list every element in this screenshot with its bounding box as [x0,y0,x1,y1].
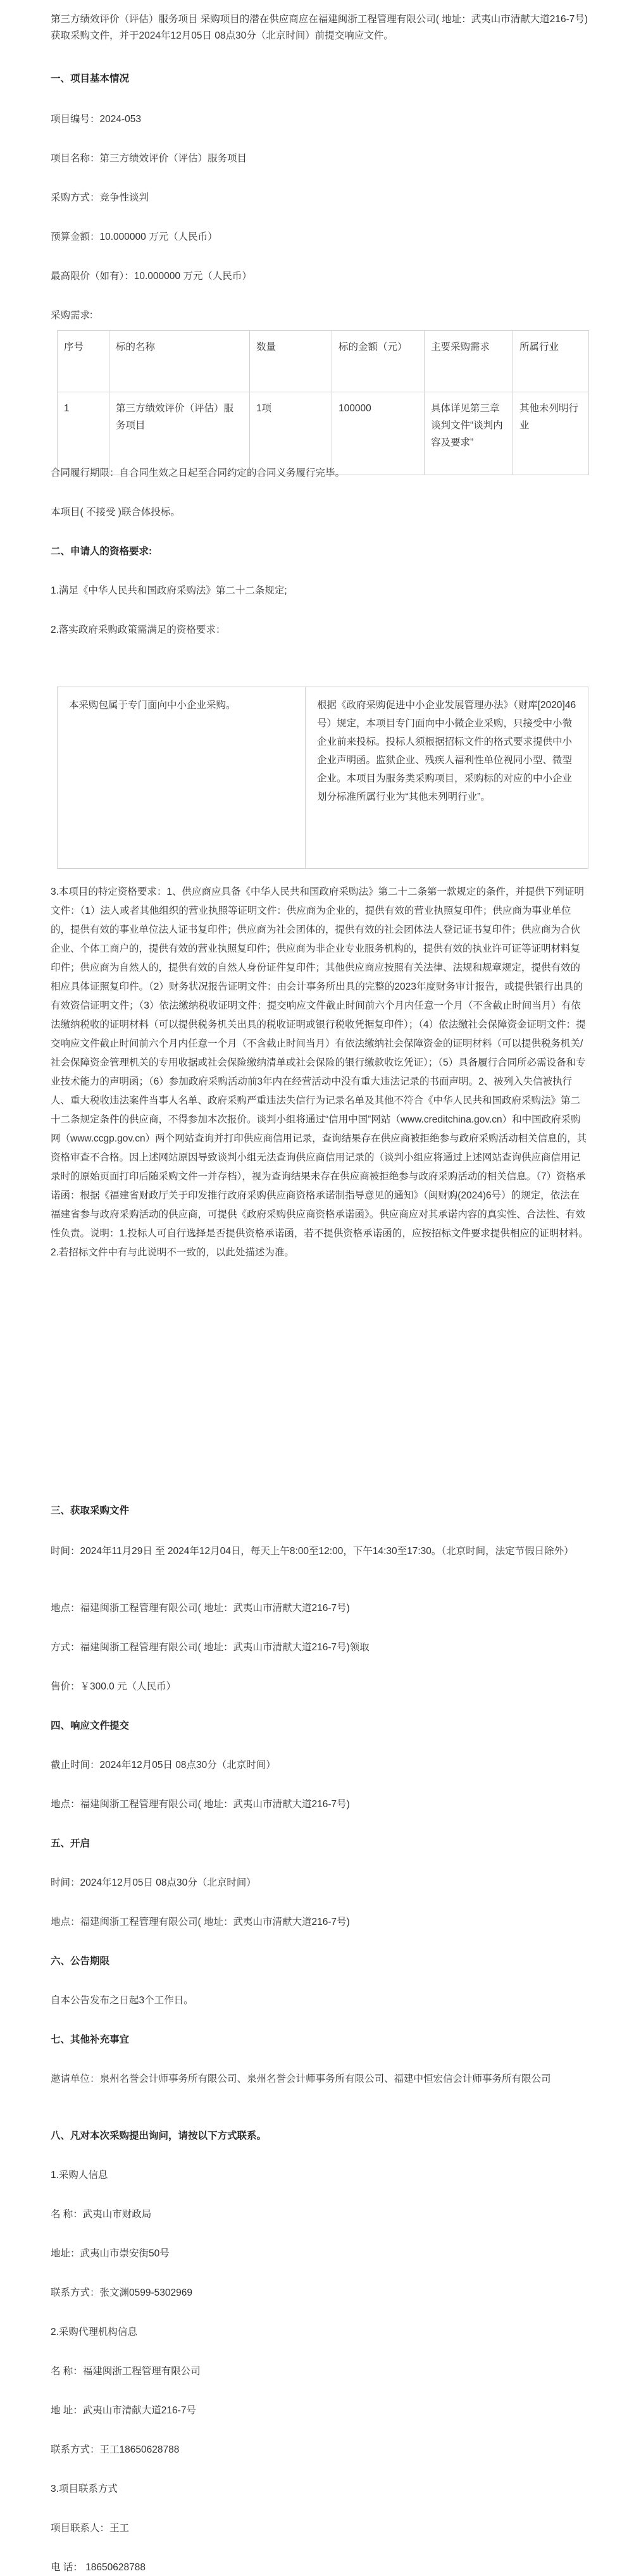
section-5-heading: 五、开启 [51,1838,90,1849]
requirement-2: 2.落实政府采购政策需满足的资格要求： [51,625,226,635]
header-cell: 所属行业 [513,331,589,392]
intro-paragraph: 第三方绩效评价（评估）服务项目 采购项目的潜在供应商应在福建闽浙工程管理有限公司( 地址：武夷山市清献大道216-7号)获取采购文件，并于2024年12月05日 08点30分（北京时间）前提交响应文件。 [51,14,588,41]
project-contact-phone: 电 话： 18650628788 [51,2562,146,2573]
document-price: 售价：￥300.0 元（人民币） [51,1681,177,1692]
item-industry: 其他未列明行业 [513,392,589,475]
item-requirement: 具体详见第三章 谈判文件“谈判内容及要求” [425,392,513,475]
demand-label: 采购需求: [51,310,93,321]
section-7-heading: 七、其他补充事宜 [51,2034,130,2045]
contract-period: 合同履行期限：自合同生效之日起至合同约定的合同义务履行完毕。 [51,468,345,478]
invited-units: 邀请单位：泉州名誉会计师事务所有限公司、泉州名誉会计师事务所有限公司、福建中恒宏信会计师事务所有限公司 [51,2074,551,2084]
project-contact-title: 3.项目联系方式 [51,2484,118,2494]
notice-period: 自本公告发布之日起3个工作日。 [51,1995,194,2006]
agent-name: 名 称：福建闽浙工程管理有限公司 [51,2366,201,2377]
buyer-address: 地址：武夷山市崇安街50号 [51,2248,170,2259]
submit-place: 地点：福建闽浙工程管理有限公司( 地址：武夷山市清献大道216-7号) [51,1799,350,1810]
header-cell: 主要采购需求 [425,331,513,392]
procurement-method: 采购方式：竞争性谈判 [51,192,149,203]
section-4-heading: 四、响应文件提交 [51,1720,130,1731]
procurement-items-table [57,330,589,475]
opening-time: 时间：2024年12月05日 08点30分（北京时间） [51,1877,256,1888]
header-cell: 标的金额（元） [332,331,425,392]
buyer-contact: 联系方式：张文渊0599-5302969 [51,2287,192,2298]
row-index: 1 [58,392,109,475]
table-row [58,687,588,869]
sme-scope-cell: 本采购包属于专门面向中小企业采购。 [58,687,306,869]
buyer-info-title: 1.采购人信息 [51,2170,108,2181]
section-8-heading: 八、凡对本次采购提出询问，请按以下方式联系。 [51,2131,267,2141]
obtain-place: 地点：福建闽浙工程管理有限公司( 地址：武夷山市清献大道216-7号) [51,1603,350,1614]
agent-info-title: 2.采购代理机构信息 [51,2327,137,2337]
buyer-name: 名 称：武夷山市财政局 [51,2209,152,2220]
agent-contact: 联系方式：王工18650628788 [51,2444,180,2455]
section-6-heading: 六、公告期限 [51,1956,110,1967]
table-row [58,392,589,475]
header-cell: 序号 [58,331,109,392]
obtain-way: 方式：福建闽浙工程管理有限公司( 地址：武夷山市清献大道216-7号)领取 [51,1642,370,1653]
submit-deadline: 截止时间：2024年12月05日 08点30分（北京时间） [51,1760,276,1770]
section-2-heading: 二、申请人的资格要求: [51,546,152,557]
opening-place: 地点：福建闽浙工程管理有限公司( 地址：武夷山市清献大道216-7号) [51,1917,350,1927]
item-quantity: 1项 [250,392,332,475]
section-1-heading: 一、项目基本情况 [51,73,130,84]
section-3-heading: 三、获取采购文件 [51,1505,130,1516]
sme-policy-table [57,687,588,869]
agent-address: 地 址：武夷山市清献大道216-7号 [51,2405,196,2416]
item-name: 第三方绩效评价（评估）服务项目 [109,392,250,475]
project-contact-person: 项目联系人：王工 [51,2523,130,2534]
budget-amount: 预算金额：10.000000 万元（人民币） [51,232,218,242]
joint-bid-note: 本项目( 不接受 )联合体投标。 [51,507,180,518]
project-code: 项目编号：2024-053 [51,114,142,125]
requirement-1: 1.满足《中华人民共和国政府采购法》第二十二条规定; [51,585,287,596]
obtain-time: 时间：2024年11月29日 至 2024年12月04日，每天上午8:00至12:00，下午14:30至17:30。（北京时间，法定节假日除外） [51,1546,574,1557]
item-amount: 100000 [332,392,425,475]
max-price: 最高限价（如有）：10.000000 万元（人民币） [51,271,252,282]
project-name: 项目名称：第三方绩效评价（评估）服务项目 [51,153,247,164]
table-header-row [58,331,589,392]
header-cell: 标的名称 [109,331,250,392]
header-cell: 数量 [250,331,332,392]
sme-policy-cell: 根据《政府采购促进中小企业发展管理办法》（财库[2020]46号）规定，本项目专门面向中小微企业采购，只接受中小微企业前来投标。投标人须根据招标文件的格式要求提供中小企业声明函。监狱企业、残疾人福利性单位视同小型、微型企业。本项目为服务类采购项目，采购标的对应的中小企业划分标准所属行业为“其他未列明行业”。 [306,687,588,869]
requirement-3: 3.本项目的特定资格要求：1、供应商应具备《中华人民共和国政府采购法》第二十二条第一款规定的条件，并提供下列证明文件：（1）法人或者其他组织的营业执照等证明文件：供应商为企业的，提供有效的营业执照复印件；供应商为事业单位的，提供有效的事业单位法人证书复印件；供应商为社会团体的，提供有效的社会团体法人登记证书复印件；供应商为合伙企业、个体工商户的，提供有效的营业执照复印件；供应商为非企业专业服务机构的，提供有效的执业许可证等证明材料复印件；供应商为自然人的，提供有效的自然人身份证件复印件；其他供应商应按照有关法律、法规和规章规定，提供有效的相应具体证照复印件。（2）财务状况报告证明文件：由会计事务所出具的完整的2023年度财务审计报告，或提供银行出具的有效资信证明文件；（3）依法缴纳税收证明文件：提交响应文件截止时间前六个月内任意一个月（不含截止时间当月）有依法缴纳税收的证明材料（可以提供税务机关出具的税收证明或银行税收凭据复印件）；（4）依法缴社会保障资金证明文件：提交响应文件截止时间前六个月内任意一个月（不含截止时间当月）有依法缴纳社会保障资金的证明材料（可以提供税务机关/社会保障资金管理机关的专用收据或社会保险缴纳清单或社会保险的银行缴款收讫凭证）；（5）具备履行合同所必需设备和专业技术能力的声明函；（6）参加政府采购活动前3年内在经营活动中没有重大违法记录的书面声明。2、被列入失信被执行人、重大税收违法案件当事人名单、政府采购严重违法失信行为记录名单及其他不符合《中华人民共和国政府采购法》第二十二条规定条件的供应商，不得参加本次报价。谈判小组将通过“信用中国”网站（www.creditchina.gov.cn）和中国政府采购网（www.ccgp.gov.cn）两个网站查询并打印供应商信用记录，查询结果存在供应商被拒绝参与政府采购活动相关信息的，其资格审查不合格。因上述网站原因导致谈判小组无法查询供应商信用记录的（谈判小组应将通过上述网站查询供应商信用记录时的原始页面打印后随采购文件一并存档），视为查询结果未存在供应商被拒绝参与政府采购活动的相关信息。（7）资格承诺函：根据《福建省财政厅关于印发推行政府采购供应商资格承诺制指导意见的通知》（闽财购(2024)6号）的规定，依法在福建省参与政府采购活动的供应商，可提供《政府采购供应商资格承诺函》。供应商应对其承诺内容的真实性、合法性、有效性负责。说明：1.投标人可自行选择是否提供资格承诺函，若不提供资格承诺函的，应按招标文件要求提供相应的证明材料。2.若招标文件中有与此说明不一致的，以此处描述为准。 [51,887,588,1258]
